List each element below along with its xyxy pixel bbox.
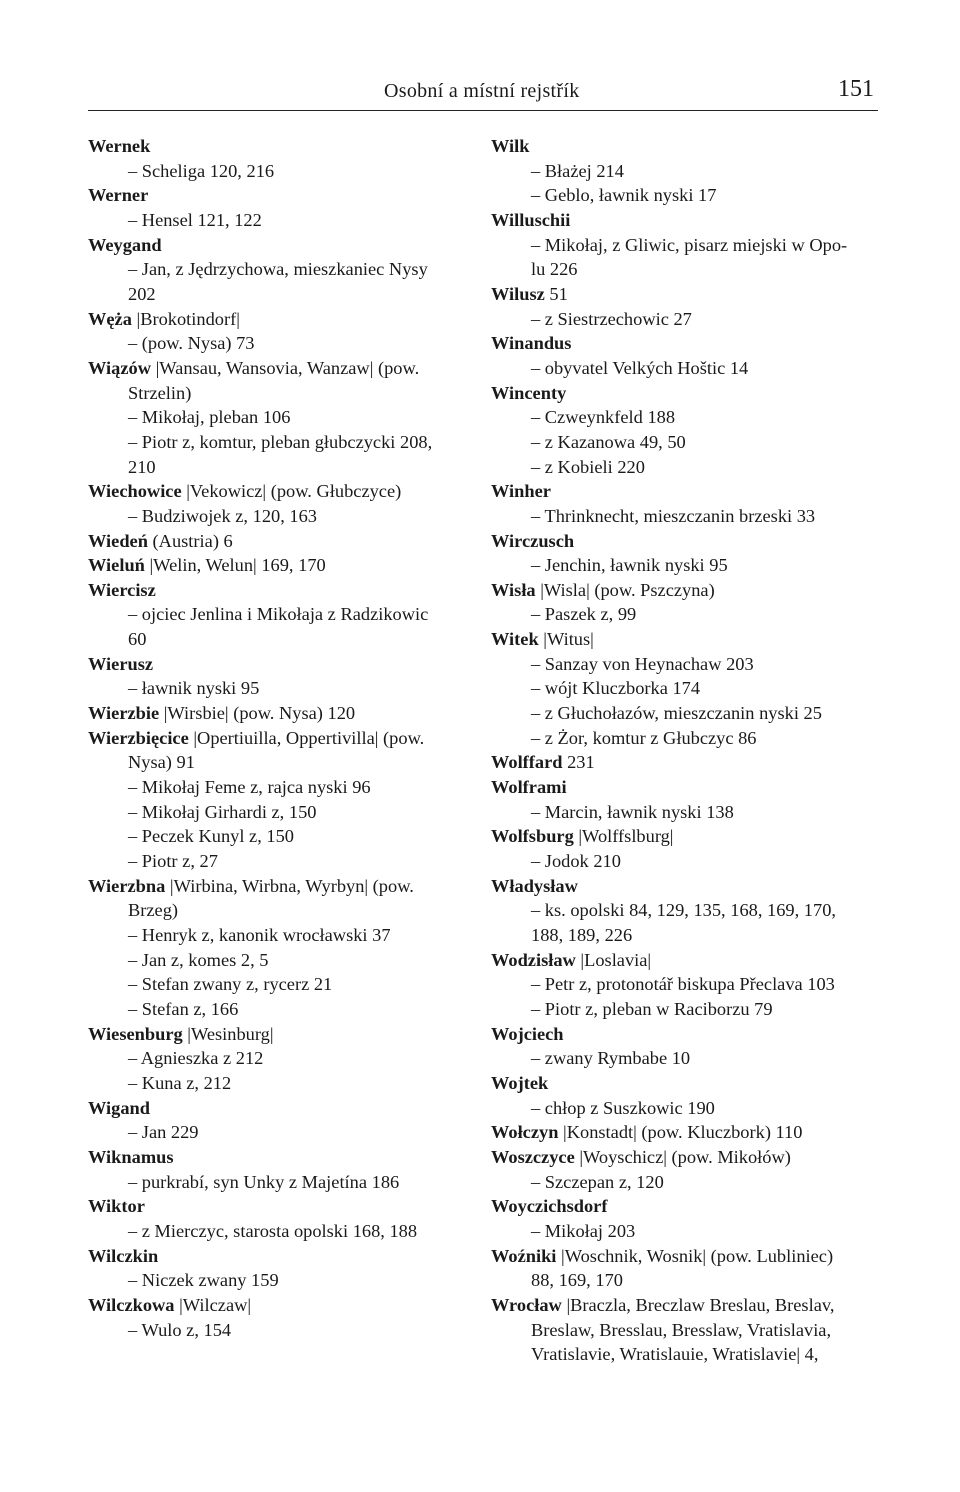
entry-subline: – Peczek Kunyl z, 150 <box>128 826 294 847</box>
index-entry <box>88 1022 468 1096</box>
entry-headword: Władysław <box>491 875 578 896</box>
index-entry <box>88 1096 468 1145</box>
entry-subline: Nysa) 91 <box>128 752 195 773</box>
entry-headword: Wiązów <box>88 357 152 378</box>
index-entry <box>88 553 468 578</box>
entry-subline: – Scheliga 120, 216 <box>128 160 275 181</box>
entry-headword: Wincenty <box>491 382 567 403</box>
entry-headword: Wierusz <box>88 653 154 674</box>
index-entry <box>491 578 883 627</box>
entry-headword: Woyczichsdorf <box>491 1196 608 1217</box>
entry-subline: – z Żor, komtur z Głubczyc 86 <box>531 727 757 748</box>
entry-subline: – Henryk z, kanonik wrocławski 37 <box>128 925 391 945</box>
entry-headline-rest: |Wisla| (pow. Pszczyna) <box>535 579 715 600</box>
index-entry <box>491 134 883 208</box>
entry-headline <box>491 1071 883 1096</box>
entry-headline <box>88 1293 468 1318</box>
entry-subline: – Kuna z, 212 <box>128 1072 232 1093</box>
entry-headword: Willuschii <box>491 209 571 230</box>
entry-subline: Strzelin) <box>128 382 192 403</box>
entry-headword: Woźniki <box>491 1245 557 1266</box>
index-entry <box>491 1293 883 1367</box>
entry-headline <box>491 479 883 504</box>
entry-headline <box>491 1293 883 1318</box>
entry-subline: 88, 169, 170 <box>531 1270 623 1291</box>
index-entry <box>88 701 468 726</box>
entry-headword: Werner <box>88 185 149 206</box>
entry-headline-rest: 231 <box>562 752 595 773</box>
index-entry <box>491 1071 883 1120</box>
entry-subline: – Thrinknecht, mieszczanin brzeski 33 <box>531 505 816 526</box>
entry-subline: – Błażej 214 <box>531 160 624 181</box>
entry-subline: – Jodok 210 <box>531 851 621 872</box>
entry-headword: Wierzbie <box>88 703 160 724</box>
entry-subline: – chłop z Suszkowic 190 <box>531 1097 715 1118</box>
entry-headline-rest: |Braczla, Breczlaw Breslau, Breslav, <box>561 1294 835 1315</box>
entry-subline: 210 <box>128 456 156 477</box>
entry-headword: Wiedeń <box>88 530 148 551</box>
entry-headword: Wrocław <box>491 1294 562 1315</box>
entry-headword: Wilusz <box>491 283 545 304</box>
index-entry <box>88 1145 468 1194</box>
entry-headword: Wolframi <box>491 777 567 798</box>
entry-subline: – Hensel 121, 122 <box>128 209 262 230</box>
entry-subline: – Jenchin, ławnik nyski 95 <box>531 555 728 576</box>
entry-headline <box>88 726 468 751</box>
entry-headline <box>88 553 468 578</box>
entry-headline <box>88 1096 468 1121</box>
entry-headword: Witek <box>491 629 539 650</box>
index-entry <box>491 750 883 775</box>
entry-subline: – Stefan zwany z, rycerz 21 <box>128 974 333 995</box>
entry-subline: – ks. opolski 84, 129, 135, 168, 169, 170, <box>531 900 836 921</box>
entry-headline <box>88 134 468 159</box>
entry-subline: Vratislavie, Wratislauie, Wratislavie| 4, <box>531 1344 819 1365</box>
running-header-title: Osobní a místní rejstřík <box>384 80 580 102</box>
entry-headword: Węża <box>88 308 132 329</box>
entry-headword: Wilk <box>491 136 530 156</box>
entry-headline <box>491 750 883 775</box>
entry-subline: 202 <box>128 283 156 304</box>
entry-headword: Wolfsburg <box>491 826 574 847</box>
entry-headline <box>88 233 468 258</box>
entry-headword: Wiktor <box>88 1196 145 1217</box>
entry-subline: – z Siestrzechowic 27 <box>531 308 692 329</box>
entry-headline-rest: |Wansau, Wansovia, Wanzaw| (pow. <box>151 357 420 378</box>
entry-subline: – ławnik nyski 95 <box>128 678 260 699</box>
entry-headline <box>491 948 883 973</box>
entry-headline <box>88 1145 468 1170</box>
entry-headline-rest: |Wesinburg| <box>182 1023 274 1044</box>
entry-subline: – Jan, z Jędrzychowa, mieszkaniec Nysy <box>128 259 428 280</box>
index-entry <box>491 1145 883 1194</box>
entry-subline: – Jan z, komes 2, 5 <box>128 949 269 970</box>
entry-subline: – Piotr z, komtur, pleban głubczycki 208, <box>128 431 433 452</box>
entry-headline-rest: |Wolffslburg| <box>573 826 674 847</box>
entry-subline: – ojciec Jenlina i Mikołaja z Radzikowic <box>128 604 429 625</box>
entry-headline <box>88 183 468 208</box>
entry-headline-rest: |Wirsbie| (pow. Nysa) 120 <box>159 703 356 724</box>
index-entry <box>88 356 468 479</box>
index-entry <box>491 282 883 331</box>
entry-subline: – Szczepan z, 120 <box>531 1171 664 1192</box>
entry-headword: Wodzisław <box>491 949 576 970</box>
entry-headword: Weygand <box>88 234 162 255</box>
entry-headword: Wisła <box>491 579 536 600</box>
entry-headline-rest: 51 <box>544 283 568 304</box>
entry-headword: Wirczusch <box>491 530 575 551</box>
entry-headline <box>88 307 468 332</box>
entry-subline: – z Kobieli 220 <box>531 456 645 477</box>
entry-headline-rest: |Konstadt| (pow. Kluczbork) 110 <box>558 1122 803 1143</box>
entry-headline <box>88 529 468 554</box>
entry-headword: Winandus <box>491 333 572 354</box>
index-column-right <box>491 134 883 1367</box>
entry-subline: – zwany Rymbabe 10 <box>531 1048 691 1069</box>
entry-headword: Wiechowice <box>88 481 182 502</box>
entry-headline <box>88 479 468 504</box>
entry-subline: – Mikołaj Girhardi z, 150 <box>128 801 317 822</box>
entry-headline-rest: |Witus| <box>538 629 594 650</box>
entry-headline <box>491 134 883 159</box>
entry-headword: Wojtek <box>491 1072 549 1093</box>
entry-headline <box>88 1244 468 1269</box>
entry-subline: – obyvatel Velkých Hoštic 14 <box>531 357 749 378</box>
entry-subline: – Sanzay von Heynachaw 203 <box>531 653 754 674</box>
entry-headline <box>491 529 883 554</box>
entry-headline <box>491 874 883 899</box>
entry-subline: Breslaw, Bresslau, Bresslaw, Vratislavia, <box>531 1319 832 1340</box>
entry-headword: Wołczyn <box>491 1122 559 1143</box>
entry-headline-rest: |Opertiuilla, Oppertivilla| (pow. <box>188 727 425 748</box>
index-entry <box>491 874 883 948</box>
index-entry <box>491 824 883 873</box>
entry-subline: – Petr z, protonotář biskupa Přeclava 103 <box>531 974 835 995</box>
page-number: 151 <box>838 76 874 102</box>
entry-subline: – Mikołaj, pleban 106 <box>128 407 291 428</box>
index-entry <box>88 307 468 356</box>
entry-headline <box>491 1145 883 1170</box>
entry-headline <box>491 627 883 652</box>
entry-headline-rest: |Vekowicz| (pow. Głubczyce) <box>181 481 402 502</box>
entry-headword: Wojciech <box>491 1023 564 1044</box>
entry-subline: – Marcin, ławnik nyski 138 <box>531 801 734 822</box>
header-rule <box>88 110 878 111</box>
entry-subline: – Mikołaj, z Gliwic, pisarz miejski w Opo- <box>531 234 848 255</box>
index-entry <box>88 1194 468 1243</box>
entry-subline: – Geblo, ławnik nyski 17 <box>531 185 717 206</box>
entry-subline: – Paszek z, 99 <box>531 604 637 625</box>
entry-subline: – Wulo z, 154 <box>128 1319 232 1340</box>
entry-headline <box>88 701 468 726</box>
entry-headline-rest: |Wirbina, Wirbna, Wyrbyn| (pow. <box>165 875 414 896</box>
entry-subline: – z Kazanowa 49, 50 <box>531 431 686 452</box>
entry-subline: Brzeg) <box>128 900 179 921</box>
index-entry <box>491 208 883 282</box>
index-entry <box>491 1022 883 1071</box>
entry-headline-rest: |Woschnik, Wosnik| (pow. Lubliniec) <box>556 1245 834 1266</box>
entry-headline <box>88 1022 468 1047</box>
entry-headline <box>491 282 883 307</box>
entry-subline: 188, 189, 226 <box>531 925 633 945</box>
entry-headword: Wernek <box>88 136 151 156</box>
entry-subline: – Czweynkfeld 188 <box>531 407 676 428</box>
entry-subline: – Stefan z, 166 <box>128 998 239 1019</box>
entry-headline-rest: |Wilczaw| <box>174 1294 252 1315</box>
entry-headline-rest: |Loslavia| <box>575 949 652 970</box>
entry-subline: – Niczek zwany 159 <box>128 1270 279 1291</box>
entry-subline: 60 <box>128 629 147 650</box>
index-entry <box>88 529 468 554</box>
entry-headword: Wieluń <box>88 555 145 576</box>
entry-subline: – z Głuchołazów, mieszczanin nyski 25 <box>531 703 822 724</box>
index-entry <box>491 331 883 380</box>
entry-subline: – Piotr z, 27 <box>128 851 218 872</box>
entry-subline: – (pow. Nysa) 73 <box>128 333 255 354</box>
entry-headline-rest: (Austria) 6 <box>147 530 233 551</box>
entry-headline <box>491 1022 883 1047</box>
entry-subline: lu 226 <box>531 259 578 280</box>
index-entry <box>88 874 468 1022</box>
entry-headline <box>491 331 883 356</box>
index-entry <box>88 183 468 232</box>
entry-subline: – Piotr z, pleban w Raciborzu 79 <box>531 998 773 1019</box>
entry-subline: – z Mierczyc, starosta opolski 168, 188 <box>128 1220 418 1241</box>
entry-headline-rest: |Welin, Welun| 169, 170 <box>144 555 326 576</box>
entry-headword: Wigand <box>88 1097 151 1118</box>
entry-subline: – Budziwojek z, 120, 163 <box>128 505 317 526</box>
entry-headline <box>88 874 468 899</box>
index-entry <box>491 627 883 750</box>
index-entry <box>491 775 883 824</box>
entry-subline: – purkrabí, syn Unky z Majetína 186 <box>128 1171 400 1192</box>
index-entry <box>88 1244 468 1293</box>
entry-subline: – Agnieszka z 212 <box>128 1048 264 1069</box>
entry-headline <box>491 824 883 849</box>
index-entry <box>88 652 468 701</box>
entry-headline <box>491 578 883 603</box>
entry-headline <box>491 381 883 406</box>
entry-subline: – Mikołaj 203 <box>531 1220 636 1241</box>
entry-headline <box>88 578 468 603</box>
index-entry <box>88 578 468 652</box>
index-entry <box>491 529 883 578</box>
entry-headline-rest: |Brokotindorf| <box>131 308 240 329</box>
entry-headword: Winher <box>491 481 551 502</box>
entry-headword: Wierzbięcice <box>88 727 189 748</box>
entry-headline <box>491 775 883 800</box>
index-entry <box>491 479 883 528</box>
entry-headline <box>88 652 468 677</box>
entry-headline <box>88 356 468 381</box>
entry-headword: Wolffard <box>491 752 563 773</box>
entry-headline <box>491 208 883 233</box>
entry-headword: Wilczkowa <box>88 1294 175 1315</box>
index-entry <box>491 381 883 480</box>
index-entry <box>491 1244 883 1293</box>
entry-headline <box>491 1244 883 1269</box>
entry-headline <box>491 1194 883 1219</box>
entry-headword: Woszczyce <box>491 1146 575 1167</box>
index-entry <box>88 726 468 874</box>
entry-headline <box>88 1194 468 1219</box>
index-entry <box>491 1194 883 1243</box>
index-entry <box>88 233 468 307</box>
index-entry <box>88 134 468 183</box>
index-entry <box>88 479 468 528</box>
entry-subline: – Jan 229 <box>128 1122 199 1143</box>
index-entry <box>491 948 883 1022</box>
entry-headword: Wierzbna <box>88 875 166 896</box>
entry-subline: – wójt Kluczborka 174 <box>531 678 701 699</box>
index-entry <box>491 1120 883 1145</box>
entry-headword: Wiercisz <box>88 579 156 600</box>
entry-headword: Wiesenburg <box>88 1023 183 1044</box>
entry-subline: – Mikołaj Feme z, rajca nyski 96 <box>128 777 371 798</box>
index-column-left <box>88 134 468 1342</box>
entry-headline-rest: |Woyschicz| (pow. Mikołów) <box>574 1146 791 1167</box>
entry-headword: Wilczkin <box>88 1245 159 1266</box>
entry-headline <box>491 1120 883 1145</box>
index-entry <box>88 1293 468 1342</box>
entry-headword: Wiknamus <box>88 1146 174 1167</box>
